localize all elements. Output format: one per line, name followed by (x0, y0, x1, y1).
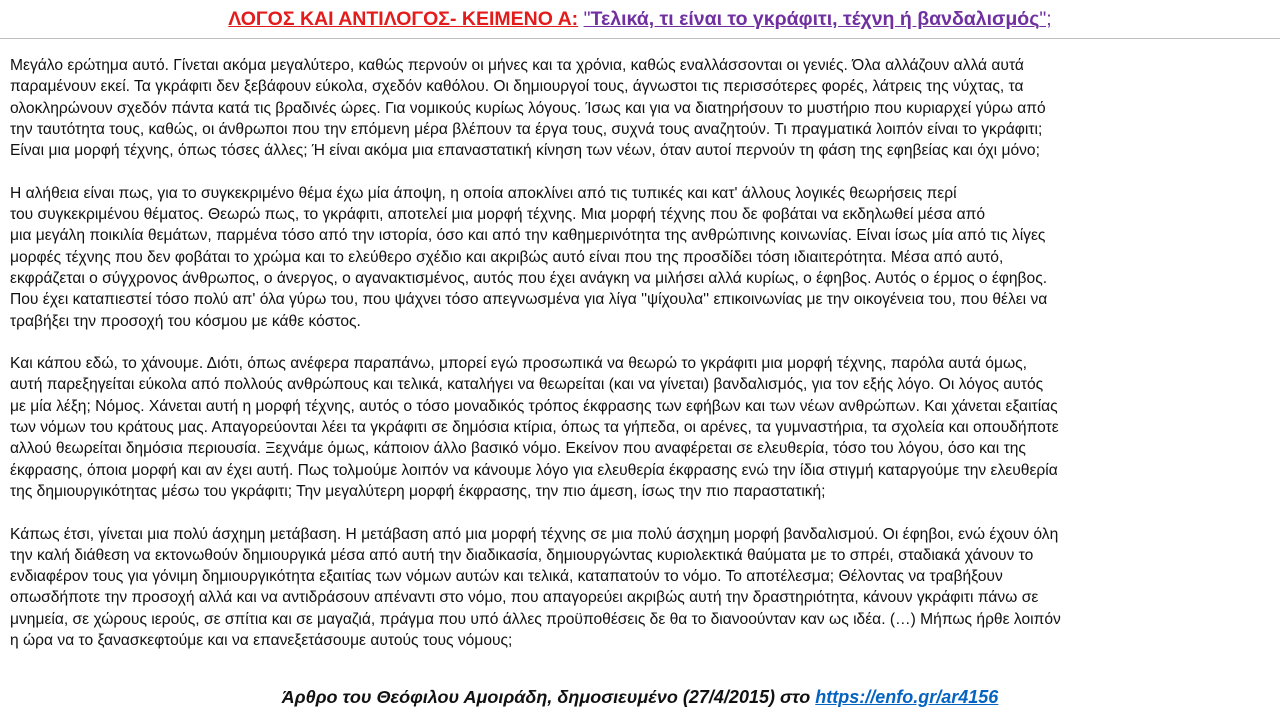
paragraph-line: την ταυτότητα τους, καθώς, οι άνθρωποι που την επόμενη μέρα βλέπουν τα έργα τους, συχνά τους αναζητούν. Τι πραγματικά λοιπόν είναι το γκράφιτι; (10, 120, 1043, 138)
paragraph-line: αλλού θεωρείται δημόσια περιουσία. Ξεχνάμε όμως, κάποιον άλλο βασικό νόμο. Εκείνον που αναφέρεται σε ελευθερία, τόσο του λόγου, όσο και της (10, 440, 1026, 458)
paragraph (10, 353, 1276, 502)
title-question: Τελικά, τι είναι το γκράφιτι, τέχνη ή βανδαλισμός (590, 8, 1040, 30)
paragraph-line: ενδιαφέρον τους για γόνιμη δημιουργικότητα εξαιτίας των νόμων αυτών και τελικά, καταπατούν το νόμο. Το αποτέλεσμα; Θέλοντας να τραβήξουν (10, 568, 1003, 586)
paragraph-gap (10, 502, 1276, 523)
paragraph-line: παραμένουν εκεί. Τα γκράφιτι δεν ξεβάφουν εύκολα, σχεδόν καθόλου. Οι δημιουργοί τους, άγνωστοι τις περισσότερες φορές, λάτρεις της νύχτας, τα (10, 78, 1024, 96)
paragraph-line: Η αλήθεια είναι πως, για το συγκεκριμένο θέμα έχω μία άποψη, η οποία αποκλίνει από τις τυπικές και κατ' άλλους λογικές θεωρήσεις περί (10, 184, 957, 202)
paragraph-gap (10, 332, 1276, 353)
paragraph-line: την καλή διάθεση να εκτονωθούν δημιουργικά μέσα από αυτή την διαδικασία, δημιουργώντας κυριολεκτικά θαύματα με το σπρέι, σταδιακά χάνουν το (10, 546, 1034, 564)
title-label: ΛΟΓΟΣ ΚΑΙ ΑΝΤΙΛΟΓΟΣ- ΚΕΙΜΕΝΟ Α: (228, 8, 579, 30)
article-body (10, 55, 1276, 651)
paragraph (10, 55, 1276, 161)
paragraph-gap (10, 161, 1276, 182)
paragraph-line: ολοκληρώνουν σχεδόν πάντα κατά τις βραδινές ώρες. Για νομικούς κυρίως λόγους. Ίσως και για να διατηρήσουν το μυστήριο που κυριαρχεί γύρω από (10, 99, 1046, 117)
paragraph-line: Και κάπου εδώ, το χάνουμε. Διότι, όπως ανέφερα παραπάνω, μπορεί εγώ προσωπικά να θεωρώ το γκράφιτι μια μορφή τέχνης, παρόλα αυτά όμως, (10, 355, 1027, 373)
paragraph-line: Που έχει καταπιεστεί τόσο πολύ απ' όλα γύρω του, που ψάχνει τόσο απεγνωσμένα για λίγα ''ψίχουλα'' επικοινωνίας με την οικογένεια του, που θέλει να (10, 291, 1048, 309)
paragraph-line: Μεγάλο ερώτημα αυτό. Γίνεται ακόμα μεγαλύτερο, καθώς περνούν οι μήνες και τα χρόνια, καθώς εναλλάσσονται οι γενιές. Όλα αλλάζουν αλλά αυτά (10, 57, 1024, 74)
paragraph-line: μορφές τέχνης που δεν φοβάται το χρώμα και το ελεύθερο σχέδιο και ακριβώς αυτό είναι που της προσδίδει τόση ιδιαιτερότητα. Μέσα από αυτό, (10, 248, 1004, 266)
paragraph-line: μνημεία, σε χώρους ιερούς, σε σπίτια και σε μαγαζιά, πράγμα που υπό άλλες προϋποθέσεις δε θα το διανοούνταν καν ως ιδέα. (…) Μήπως ήρθε λοιπόν (10, 610, 1061, 628)
paragraph-line: μια μεγάλη ποικιλία θεμάτων, παρμένα τόσο από την ιστορία, όσο και από την καθημερινότητα της ανθρώπινης κοινωνίας. Είναι ίσως μία από τις λίγες (10, 227, 1046, 245)
paragraph-line: Είναι μια μορφή τέχνης, όπως τόσες άλλες; Ή είναι ακόμα μια επαναστατική κίνηση των νέων, όταν αυτοί περνούν τη φάση της εφηβείας και όχι μόνο; (10, 142, 1040, 160)
paragraph-line: με μία λέξη; Νόμος. Χάνεται αυτή η μορφή τέχνης, αυτός ο τόσο μοναδικός τρόπος έκφρασης των εφήβων και των νέων ανθρώπων. Και χάνεται εξαιτίας (10, 397, 1058, 415)
title-quote-open: " (583, 8, 591, 30)
article-credit (0, 684, 1280, 710)
paragraph (10, 524, 1276, 652)
paragraph-line: του συγκεκριμένου θέματος. Θεωρώ πως, το γκράφιτι, αποτελεί μια μορφή τέχνης. Μια μορφή τέχνης που δε φοβάται να εκδηλωθεί μέσα από (10, 206, 986, 224)
credit-text: Άρθρο του Θεόφιλου Αμοιράδη, δημοσιευμένο (27/4/2015) στο (281, 687, 816, 707)
paragraph-line: εκφράζεται ο σύγχρονος άνθρωπος, ο άνεργος, ο αγανακτισμένος, αυτός που έχει ανάγκη να μιλήσει αλλά κυρίως, ο έφηβος. Αυτός ο έρμος ο έφηβος. (10, 269, 1048, 287)
title-box (0, 0, 1280, 39)
paragraph-line: της δημιουργικότητας μέσω του γκράφιτι; Την μεγαλύτερη μορφή έκφρασης, την πιο άμεση, ίσως την πιο παραστατική; (10, 482, 826, 500)
paragraph (10, 183, 1276, 332)
source-link[interactable]: https://enfo.gr/ar4156 (815, 687, 999, 707)
paragraph-line: τραβήξει την προσοχή του κόσμου με κάθε κόστος. (10, 312, 361, 330)
paragraph-line: αυτή παρεξηγείται εύκολα από πολλούς ανθρώπους και τελικά, καταλήγει να θεωρείται (και να γίνεται) βανδαλισμός, για τον εξής λόγο. Οι λόγος αυτός (10, 376, 1044, 394)
paragraph-line: η ώρα να το ξανασκεφτούμε και να επανεξετάσουμε αυτούς τους νόμους; (10, 632, 513, 650)
paragraph-line: έκφρασης, όποια μορφή και αν έχει αυτή. Πως τολμούμε λοιπόν να κάνουμε λόγο για ελευθερία έκφρασης ενώ την ίδια στιγμή καταργούμε την ελευθερία (10, 461, 1058, 479)
title-quote-close: "; (1039, 8, 1052, 30)
paragraph-line: των νόμων του κράτους μας. Απαγορεύονται λέει τα γκράφιτι σε δημόσια κτίρια, όπως τα γήπεδα, οι αρένες, τα γυμναστήρια, τα σχολεία και οπουδήποτε (10, 419, 1059, 437)
paragraph-line: οπωσδήποτε την προσοχή αλλά και να αντιδράσουν απέναντι στο νόμο, που απαγορεύει ακριβώς αυτή την δραστηριότητα, κάνουν γκράφιτι πάνω σε (10, 589, 1039, 607)
paragraph-line: Κάπως έτσι, γίνεται μια πολύ άσχημη μετάβαση. Η μετάβαση από μια μορφή τέχνης σε μια πολύ άσχημη μορφή βανδαλισμού. Οι έφηβοι, ενώ έχουν όλη (10, 525, 1059, 543)
